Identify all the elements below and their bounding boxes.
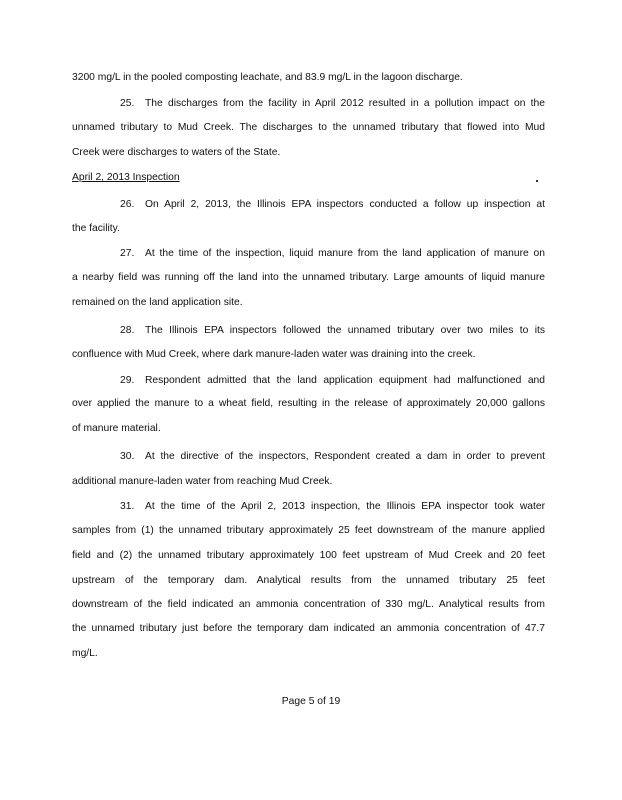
paragraph-number: 25. bbox=[120, 98, 135, 109]
paragraph-line: upstream of the temporary dam. Analytical results from the unnamed tributary 25 feet bbox=[72, 575, 545, 586]
scan-speck bbox=[536, 180, 538, 182]
paragraph-line: downstream of the field indicated an ammonia concentration of 330 mg/L. Analytical results from bbox=[72, 599, 545, 610]
paragraph-number: 28. bbox=[120, 325, 135, 336]
paragraph-line: field and (2) the unnamed tributary approximately 100 feet upstream of Mud Creek and 20 feet bbox=[72, 550, 545, 561]
page-number: Page 5 of 19 bbox=[281, 696, 341, 707]
paragraph-line: The Illinois EPA inspectors followed the unnamed tributary over two miles to its bbox=[145, 325, 545, 336]
paragraph-line: of manure material. bbox=[72, 423, 161, 434]
paragraph-line: the unnamed tributary just before the temporary dam indicated an ammonia concentration of 47.7 bbox=[72, 623, 545, 634]
paragraph-line: samples from (1) the unnamed tributary approximately 25 feet downstream of the manure applied bbox=[72, 525, 545, 536]
paragraph-line: The discharges from the facility in April 2012 resulted in a pollution impact on the bbox=[145, 98, 545, 109]
paragraph-line: On April 2, 2013, the Illinois EPA inspectors conducted a follow up inspection at bbox=[145, 199, 545, 210]
paragraph-line: At the time of the inspection, liquid manure from the land application of manure on bbox=[145, 248, 545, 259]
paragraph-line: Respondent admitted that the land application equipment had malfunctioned and bbox=[145, 375, 545, 386]
paragraph-line: over applied the manure to a wheat field, resulting in the release of approximately 20,000 gallons bbox=[72, 398, 545, 409]
paragraph-number: 27. bbox=[120, 248, 135, 259]
section-heading: April 2, 2013 Inspection bbox=[72, 172, 180, 183]
paragraph-line: remained on the land application site. bbox=[72, 297, 243, 308]
paragraph-line: the facility. bbox=[72, 223, 120, 234]
paragraph-line: At the directive of the inspectors, Respondent created a dam in order to prevent bbox=[145, 451, 545, 462]
paragraph-line: At the time of the April 2, 2013 inspection, the Illinois EPA inspector took water bbox=[145, 501, 545, 512]
paragraph-line: mg/L. bbox=[72, 648, 98, 659]
paragraph-line: additional manure-laden water from reaching Mud Creek. bbox=[72, 476, 333, 487]
paragraph-number: 26. bbox=[120, 199, 135, 210]
paragraph-line: Creek were discharges to waters of the State. bbox=[72, 147, 281, 158]
paragraph-number: 29. bbox=[120, 375, 135, 386]
paragraph-line: confluence with Mud Creek, where dark manure-laden water was draining into the creek. bbox=[72, 349, 476, 360]
paragraph-number: 31. bbox=[120, 501, 135, 512]
continuation-line: 3200 mg/L in the pooled composting leachate, and 83.9 mg/L in the lagoon discharge. bbox=[72, 72, 463, 83]
paragraph-number: 30. bbox=[120, 451, 135, 462]
paragraph-line: a nearby field was running off the land into the unnamed tributary. Large amounts of liquid manure bbox=[72, 272, 545, 283]
paragraph-line: unnamed tributary to Mud Creek. The discharges to the unnamed tributary that flowed into Mud bbox=[72, 122, 545, 133]
